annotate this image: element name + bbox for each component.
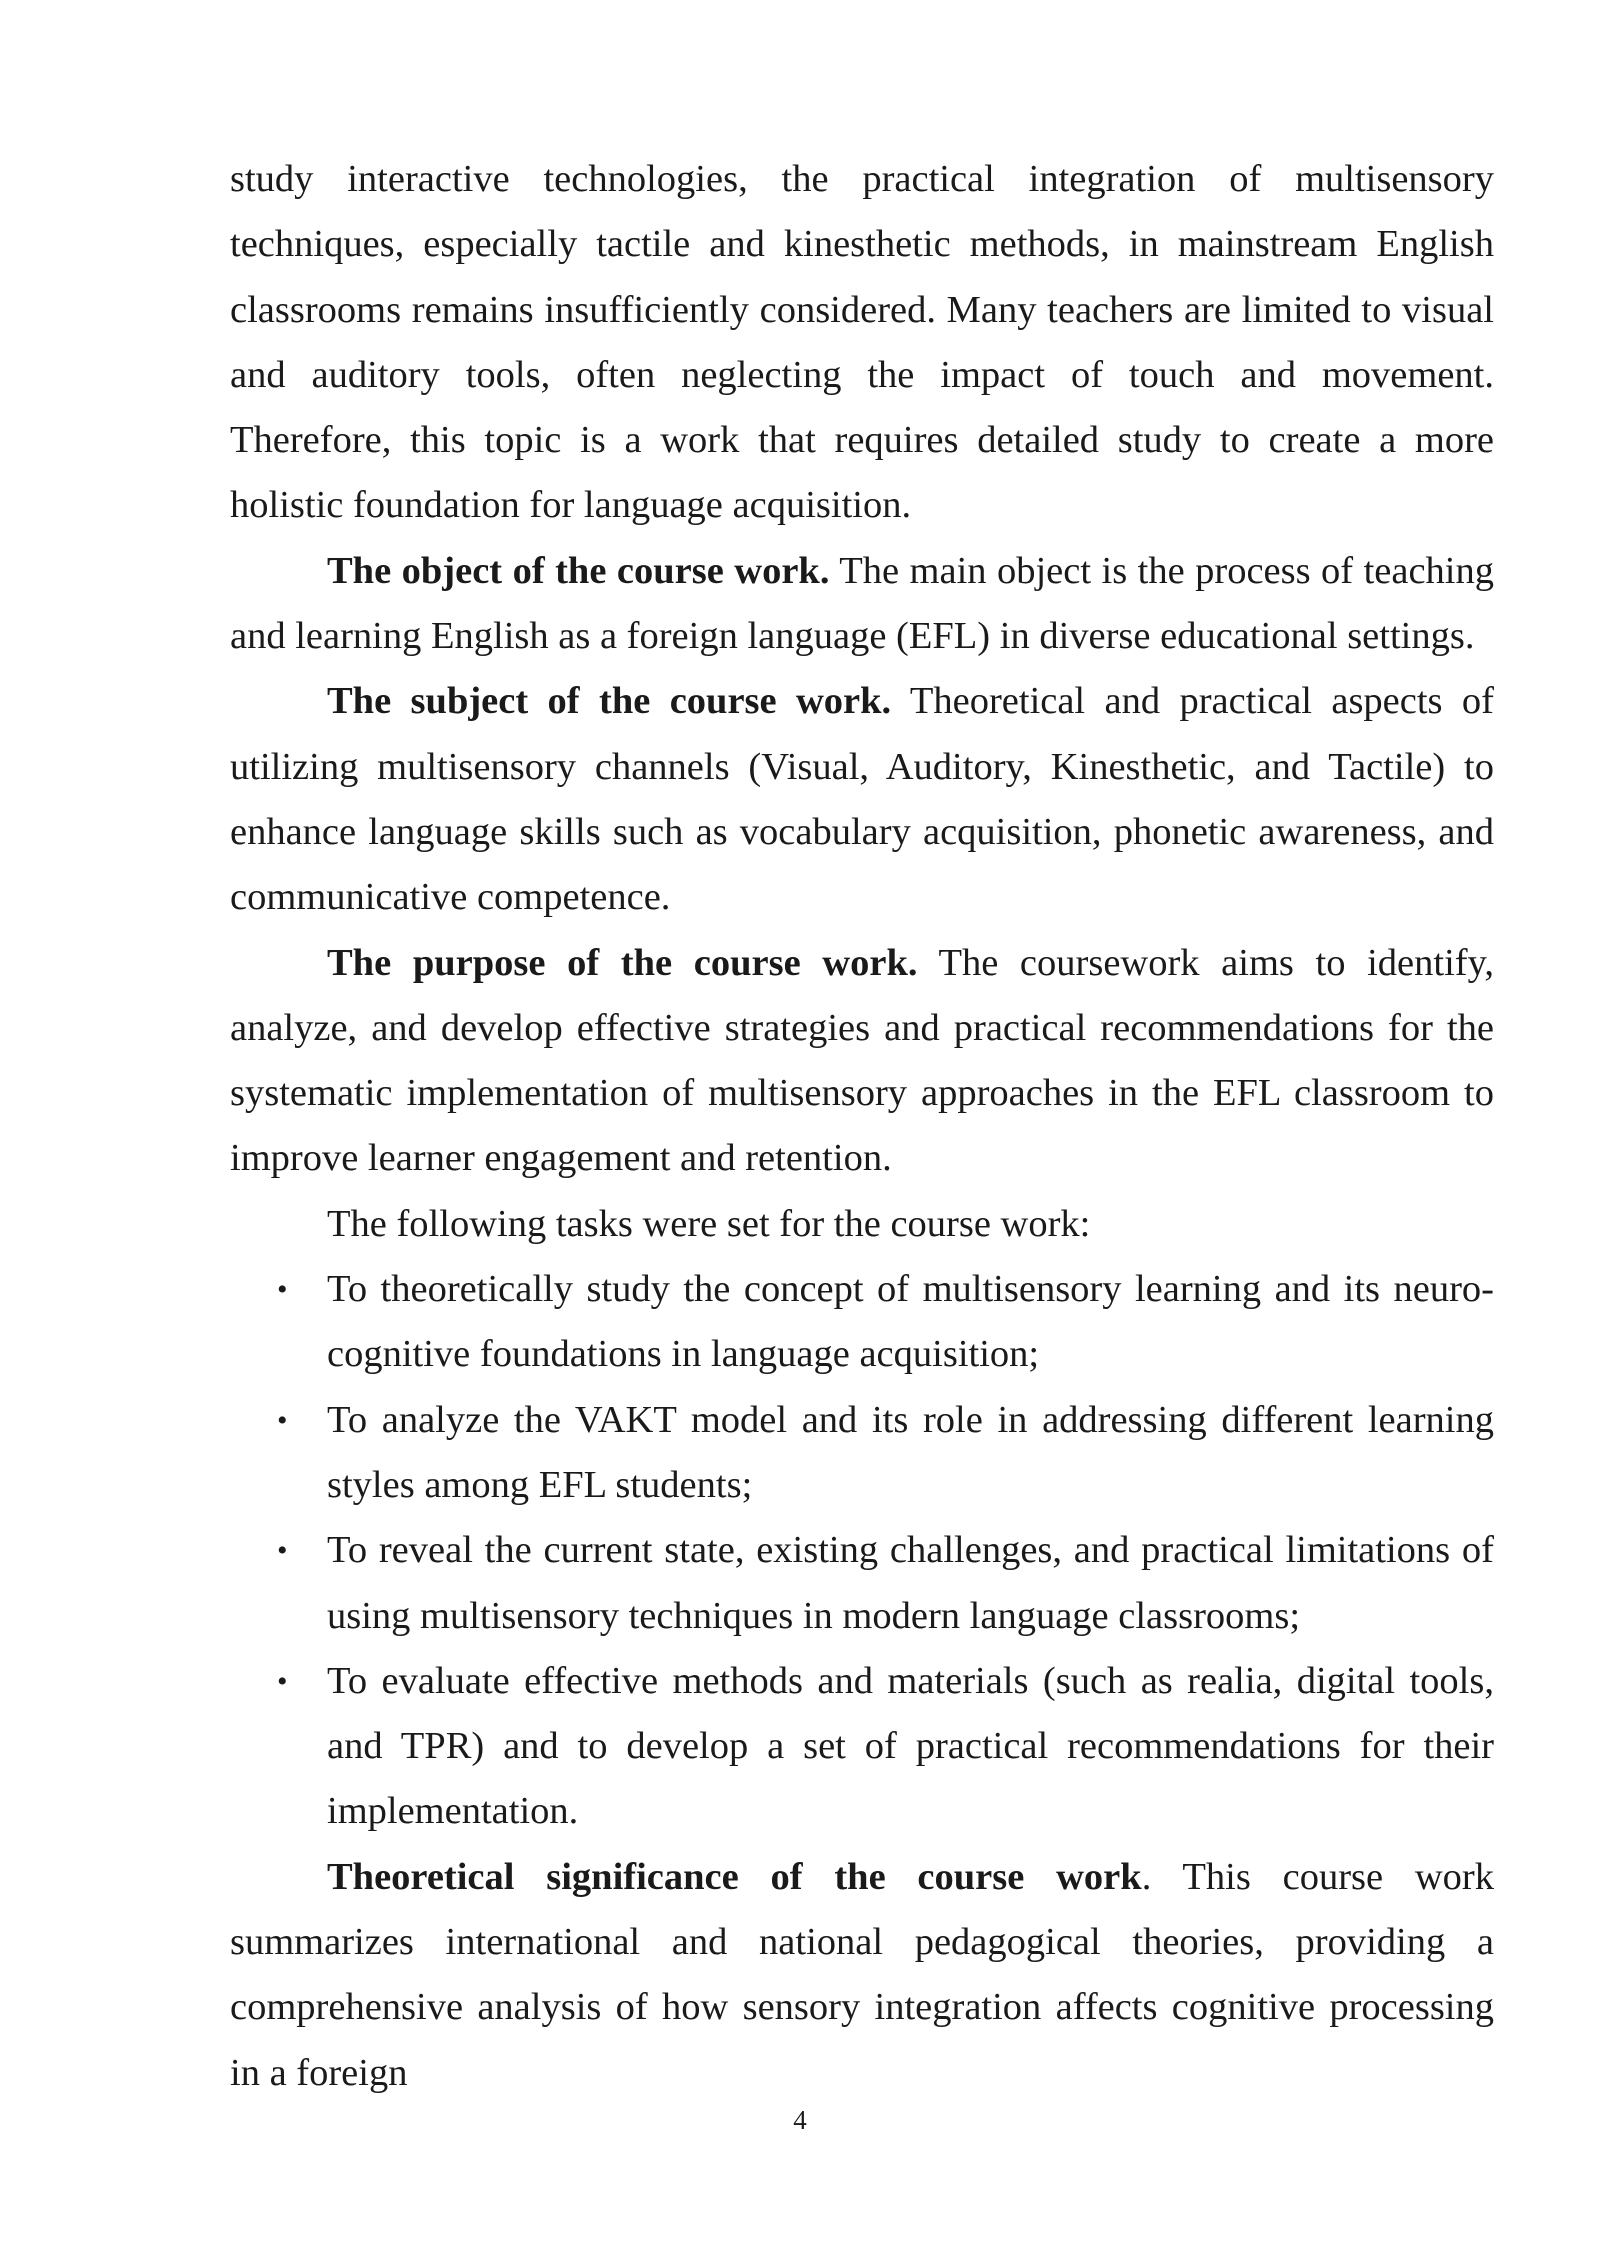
list-item: [230, 1257, 1494, 1388]
tasks-list: [230, 1257, 1494, 1845]
task-text: To analyze the VAKT model and its role in addressing different learning styles among EFL students;: [327, 1398, 1494, 1506]
object-text: The main object is the process of teaching and learning English as a foreign language (EFL) in diverse educational settings.: [230, 549, 1495, 658]
purpose-heading: The purpose of the course work.: [327, 941, 918, 984]
body-text: [230, 147, 1494, 2106]
task-text: To evaluate effective methods and materials (such as realia, digital tools, and TPR) and to develop a set of practical recommendations for their implementation.: [327, 1659, 1494, 1833]
subject-text: Theoretical and practical aspects of utilizing multisensory channels (Visual, Auditory, Kinesthetic, and Tactile) to enhance language skills such as vocabulary acquisition, phonetic awareness, and communicative competence.: [230, 680, 1494, 919]
list-item: [230, 1388, 1494, 1519]
purpose-paragraph: [230, 931, 1494, 1192]
task-text: To reveal the current state, existing challenges, and practical limitations of using multisensory techniques in modern language classrooms;: [327, 1529, 1494, 1637]
task-text: To theoretically study the concept of multisensory learning and its neuro-cognitive foundations in language acquisition;: [327, 1268, 1494, 1376]
object-heading: The object of the course work.: [327, 549, 830, 592]
list-item: [230, 1649, 1494, 1845]
significance-heading: Theoretical significance of the course work: [327, 1855, 1142, 1898]
tasks-intro-paragraph: [230, 1192, 1494, 1257]
page-number: 4: [793, 2105, 807, 2135]
purpose-text: The coursework aims to identify, analyze, and develop effective strategies and practical recommendations for the systematic implementation of multisensory approaches in the EFL classroom to improve learner engagement and retention.: [230, 941, 1494, 1180]
intro-paragraph: [230, 147, 1494, 539]
tasks-intro-text: The following tasks were set for the course work:: [327, 1202, 1091, 1245]
bullet-icon: •: [277, 1534, 288, 1568]
intro-text: study interactive technologies, the practical integration of multisensory techniques, especially tactile and kinesthetic methods, in mainstream English classrooms remains insufficiently considered. Many teachers are limited to visual and auditory tools, often neglecting the impact of touch and movement. Therefore, this topic is a work that requires detailed study to create a more holistic foundation for language acquisition.: [230, 158, 1494, 527]
significance-text: . This course work summarizes international and national pedagogical theories, providing a comprehensive analysis of how sensory integration affects cognitive processing in a foreign: [230, 1855, 1494, 2094]
object-paragraph: [230, 539, 1494, 670]
subject-heading: The subject of the course work.: [327, 680, 892, 723]
significance-paragraph: [230, 1845, 1494, 2106]
subject-paragraph: [230, 669, 1494, 930]
bullet-icon: •: [277, 1664, 288, 1698]
bullet-icon: •: [277, 1273, 288, 1307]
list-item: [230, 1518, 1494, 1649]
bullet-icon: •: [277, 1403, 288, 1437]
